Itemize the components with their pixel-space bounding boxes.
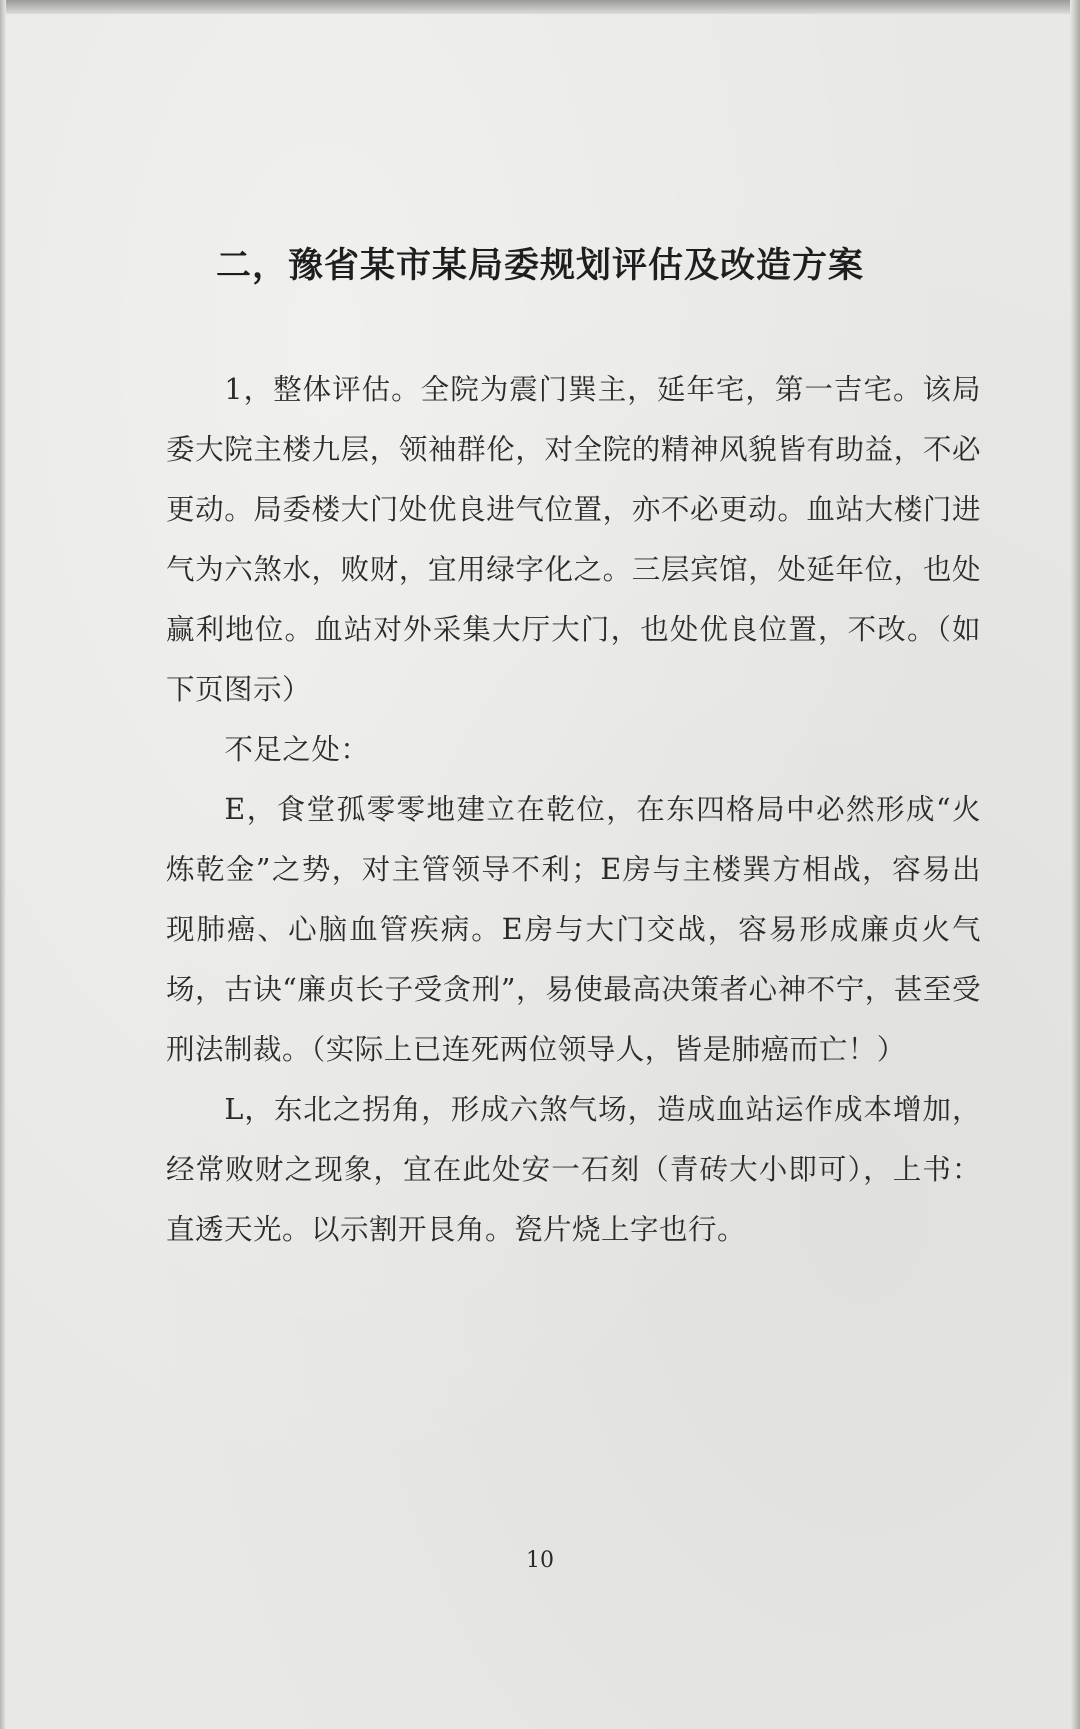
paragraph-item-l: L，东北之拐角，形成六煞气场，造成血站运作成本增加，经常败财之现象，宜在此处安一石刻（青砖大小即可），上书：直透天光。以示割开艮角。瓷片烧上字也行。 (166, 1093, 981, 1246)
paragraph-shortcomings-label: 不足之处： (224, 733, 370, 766)
body-text (166, 360, 981, 1260)
section-heading: 二，豫省某市某局委规划评估及改造方案 (215, 245, 864, 286)
page-number: 10 (526, 1548, 554, 1573)
paragraph-item-e: E，食堂孤零零地建立在乾位，在东四格局中必然形成“火炼乾金”之势，对主管领导不利；E房与主楼巽方相战，容易出现肺癌、心脑血管疾病。E房与大门交战，容易形成廉贞火气场，古诀“廉贞长子受贪刑”，易使最高决策者心神不宁，甚至受刑法制裁。（实际上已连死两位领导人，皆是肺癌而亡！） (166, 793, 981, 1066)
scan-top-edge (0, 0, 1080, 14)
paragraph-overall-assessment: 1，整体评估。全院为震门巽主，延年宅，第一吉宅。该局委大院主楼九层，领袖群伦，对全院的精神风貌皆有助益，不必更动。局委楼大门处优良进气位置，亦不必更动。血站大楼门进气为六煞水，败财，宜用绿字化之。三层宾馆，处延年位，也处赢利地位。血站对外采集大厅大门，也处优良位置，不改。（如下页图示） (166, 373, 981, 706)
